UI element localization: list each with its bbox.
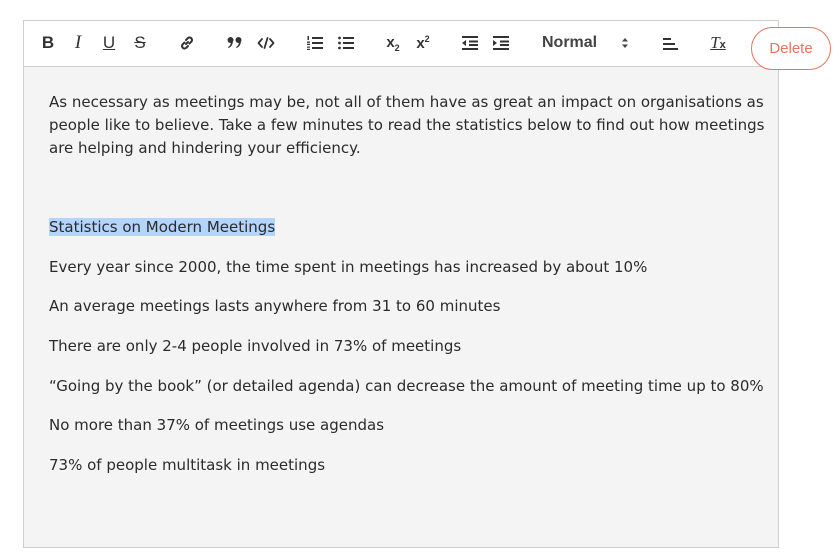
ordered-list-button[interactable] [304, 30, 326, 56]
list-item: “Going by the book” (or detailed agenda) can decrease the amount of meeting time up to 80% [49, 377, 764, 395]
strike-button[interactable] [130, 30, 150, 56]
header-select-value: Normal [542, 34, 598, 51]
list-item: Every year since 2000, the time spent in meetings has increased by about 10% [49, 258, 648, 276]
list-item: An average meetings lasts anywhere from 31 to 60 minutes [49, 297, 501, 315]
link-icon [178, 34, 196, 52]
editor-content[interactable] [49, 67, 765, 547]
header-select[interactable] [529, 30, 639, 56]
bold-button[interactable] [38, 30, 58, 56]
blockquote-button[interactable] [224, 30, 246, 56]
editor-toolbar [24, 21, 778, 67]
outdent-button[interactable] [459, 30, 481, 56]
section-heading [49, 216, 275, 239]
indent-icon [492, 35, 510, 51]
code-block-button[interactable] [255, 30, 277, 56]
intro-paragraph: As necessary as meetings may be, not all of them have as great an impact on organisations as people like to believe. Take a few minutes to read the statistics below to find out how meetings are helping and hindering your efficiency. [49, 93, 765, 157]
selected-heading-text: Statistics on Modern Meetings [49, 218, 276, 236]
subscript-icon: $x_2$ [386, 33, 400, 53]
list-item: There are only 2-4 people involved in 73% of meetings [49, 337, 462, 355]
align-button[interactable] [659, 30, 681, 56]
clean-format-button[interactable] [707, 30, 729, 56]
superscript-icon: $x^2$ [416, 34, 430, 52]
indent-button[interactable] [490, 30, 512, 56]
underline-icon: U [102, 33, 116, 52]
select-arrows-icon [620, 36, 630, 50]
link-button[interactable] [176, 30, 198, 56]
list-item: 73% of people multitask in meetings [49, 456, 326, 474]
outdent-icon [461, 35, 479, 51]
rich-text-editor [23, 20, 779, 548]
subscript-button[interactable] [382, 30, 404, 56]
bullet-list-button[interactable] [335, 30, 357, 56]
quote-icon [226, 35, 244, 51]
code-icon [257, 36, 275, 50]
delete-button[interactable]: Delete [751, 27, 831, 70]
align-left-icon [661, 35, 679, 51]
underline-button[interactable] [99, 30, 119, 56]
italic-button[interactable] [68, 30, 88, 56]
clear-format-icon: Tx [710, 33, 726, 52]
italic-icon: I [74, 32, 82, 53]
strike-icon: S [134, 33, 146, 52]
ordered-list-icon [306, 35, 324, 51]
bullet-list-icon [337, 35, 355, 51]
list-item: No more than 37% of meetings use agendas [49, 416, 385, 434]
superscript-button[interactable] [412, 30, 434, 56]
bold-icon: B [41, 33, 55, 52]
